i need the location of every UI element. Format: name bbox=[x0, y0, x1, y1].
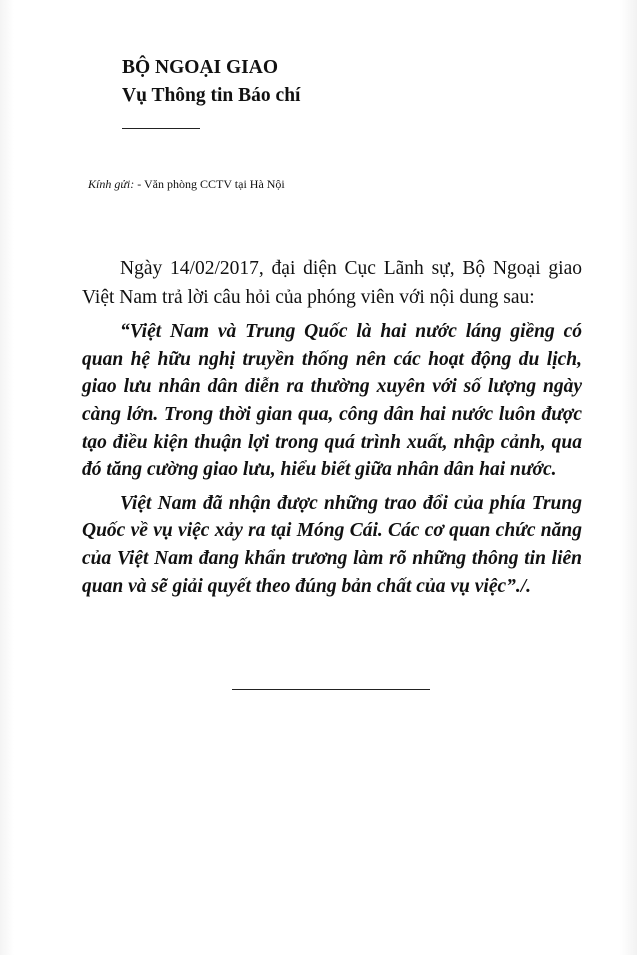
recipient-line bbox=[88, 176, 285, 192]
end-divider bbox=[232, 689, 430, 690]
quote-paragraph-1: “Việt Nam và Trung Quốc là hai nước láng giềng có quan hệ hữu nghị truyền thống nên các hoạt động du lịch, giao lưu nhân dân diễn ra thường xuyên với số lượng ngày càng lớn. Trong thời gian qua, công dân hai nước luôn được tạo điều kiện thuận lợi trong quá trình xuất, nhập cảnh, qua đó tăng cường giao lưu, hiểu biết giữa nhân dân hai nước. bbox=[82, 321, 582, 481]
ministry-name: BỘ NGOẠI GIAO bbox=[122, 57, 279, 78]
department-name: Vụ Thông tin Báo chí bbox=[122, 85, 301, 106]
intro-paragraph: Ngày 14/02/2017, đại diện Cục Lãnh sự, Bộ Ngoại giao Việt Nam trả lời câu hỏi của phóng viên với nội dung sau: bbox=[82, 258, 582, 308]
quote-paragraph-2: Việt Nam đã nhận được những trao đổi của phía Trung Quốc về vụ việc xảy ra tại Móng Cái. Các cơ quan chức năng của Việt Nam đang khẩn trương làm rõ những thông tin liên quan và sẽ giải quyết theo đúng bản chất của vụ việc”./. bbox=[82, 492, 582, 597]
letterhead bbox=[122, 54, 300, 110]
recipient-name: - Văn phòng CCTV tại Hà Nội bbox=[134, 177, 285, 191]
recipient-label: Kính gửi: bbox=[88, 177, 135, 191]
letterhead-divider bbox=[122, 128, 200, 129]
document-body bbox=[82, 255, 582, 606]
